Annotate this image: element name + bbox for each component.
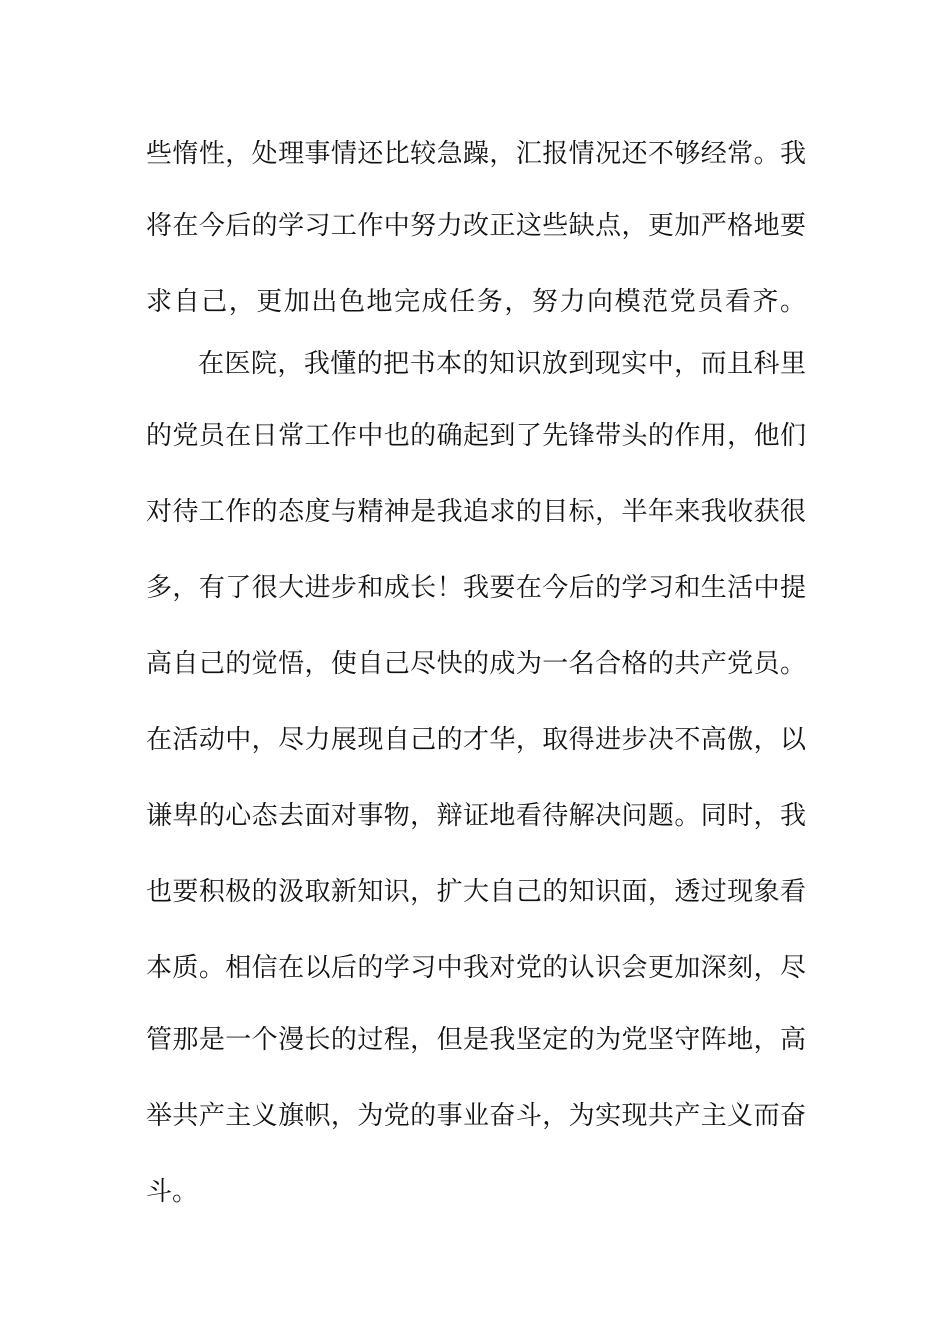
text-line: 在活动中，尽力展现自己的才华，取得进步决不高傲，以 — [146, 725, 806, 755]
text-line: 本质。相信在以后的学习中我对党的认识会更加深刻，尽 — [146, 953, 806, 983]
text-line: 求自己，更加出色地完成任务，努力向模范党员看齐。 — [146, 287, 806, 317]
paragraph-first-line: 在医院，我懂的把书本的知识放到现实中，而且科里 — [198, 349, 806, 379]
text-line: 将在今后的学习工作中努力改正这些缺点，更加严格地要 — [146, 211, 806, 241]
text-line: 谦卑的心态去面对事物，辩证地看待解决问题。同时，我 — [146, 801, 806, 831]
text-line: 高自己的觉悟，使自己尽快的成为一名合格的共产党员。 — [146, 649, 806, 679]
text-line: 些惰性，处理事情还比较急躁，汇报情况还不够经常。我 — [146, 139, 806, 169]
text-line: 管那是一个漫长的过程，但是我坚定的为党坚守阵地，高 — [146, 1025, 806, 1055]
text-line: 举共产主义旗帜，为党的事业奋斗，为实现共产主义而奋 — [146, 1101, 806, 1131]
text-line: 对待工作的态度与精神是我追求的目标，半年来我收获很 — [146, 497, 806, 527]
text-line: 多，有了很大进步和成长！我要在今后的学习和生活中提 — [146, 573, 806, 603]
text-line: 也要积极的汲取新知识，扩大自己的知识面，透过现象看 — [146, 877, 806, 907]
text-line: 的党员在日常工作中也的确起到了先锋带头的作用，他们 — [146, 421, 806, 451]
text-line: 斗。 — [146, 1177, 199, 1207]
